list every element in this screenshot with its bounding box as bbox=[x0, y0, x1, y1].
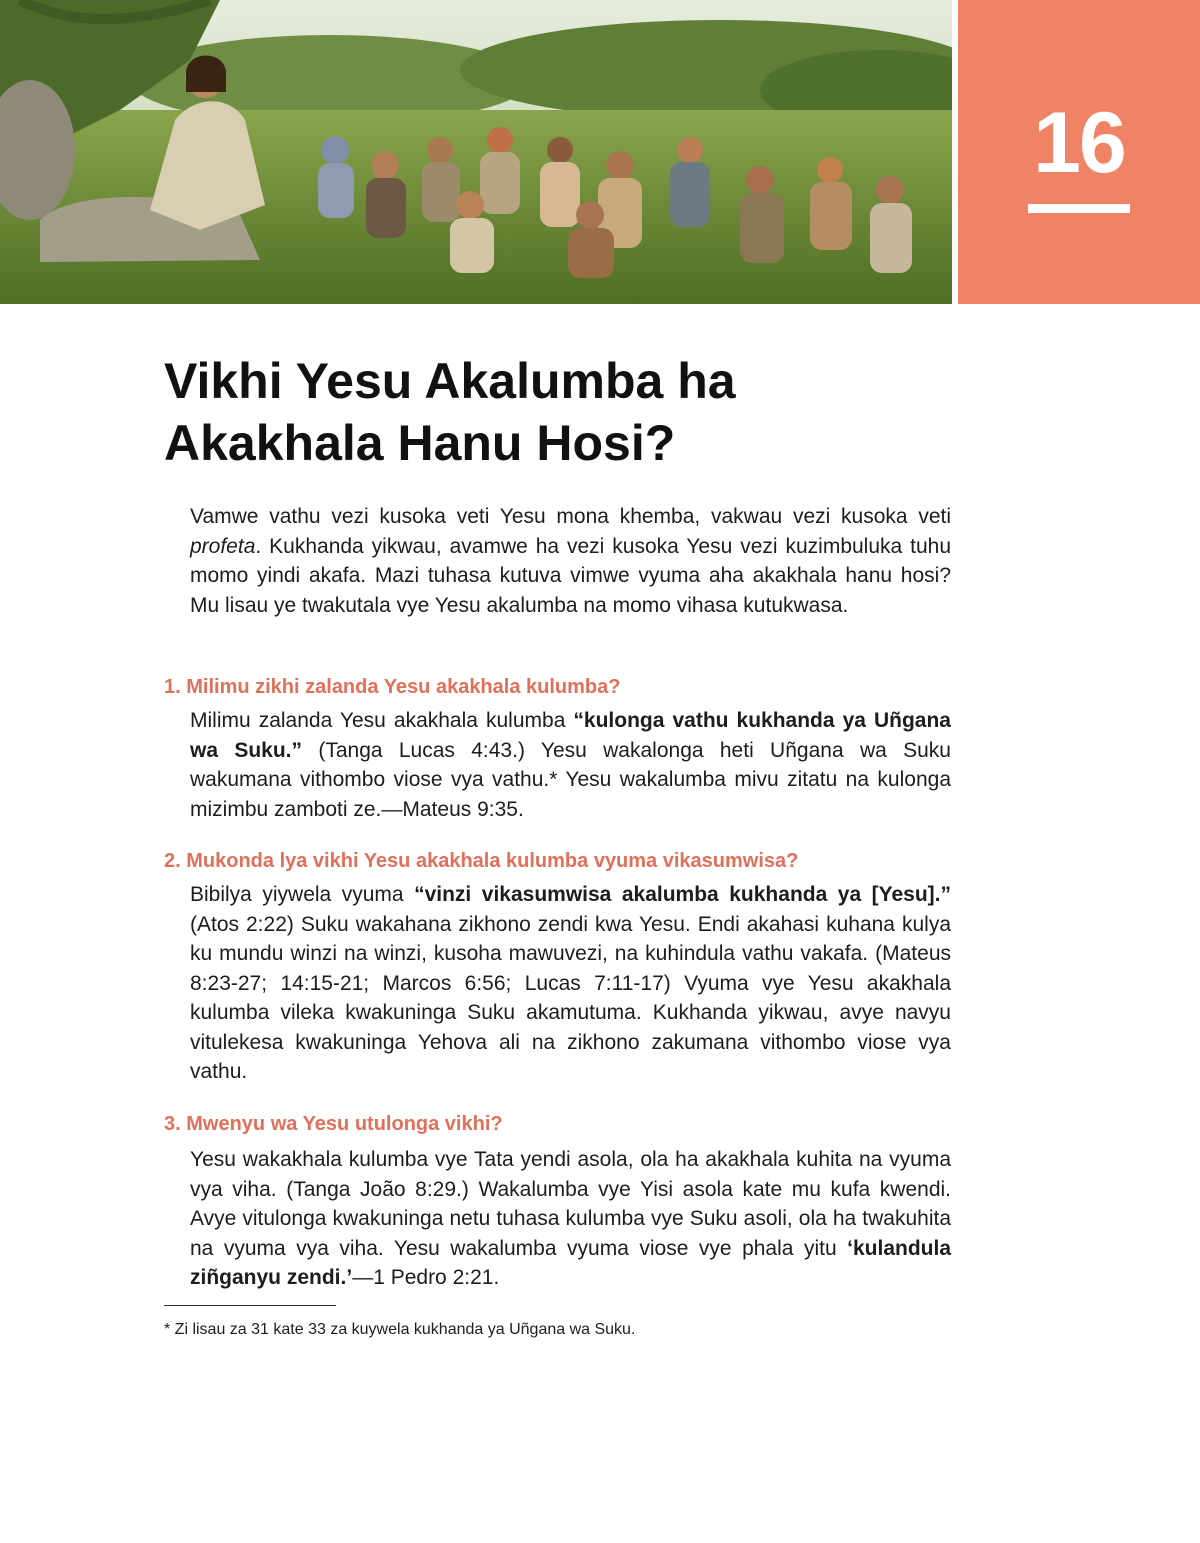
page-title bbox=[164, 350, 944, 474]
intro-italic: profeta bbox=[190, 534, 256, 558]
lesson-number: 16 bbox=[1033, 95, 1125, 191]
question-3-heading: 3. Mwenyu wa Yesu utulonga vikhi? bbox=[164, 1113, 503, 1135]
question-2-heading: 2. Mukonda lya vikhi Yesu akakhala kulumba vyuma vikasumwisa? bbox=[164, 850, 799, 872]
answer-2-paragraph bbox=[190, 880, 951, 1087]
footnote: * Zi lisau za 31 kate 33 za kuywela kukhanda ya Uñgana wa Suku. bbox=[164, 1321, 636, 1338]
answer-3-bold: ‘kulandula ziñganyu zendi.’ bbox=[190, 1236, 951, 1289]
answer-2-text-1: Bibilya yiywela vyuma bbox=[190, 883, 415, 906]
intro-paragraph bbox=[190, 502, 951, 620]
question-1-heading: 1. Milimu zikhi zalanda Yesu akakhala kulumba? bbox=[164, 676, 621, 698]
answer-1-bold: “kulonga vathu kukhanda ya Uñgana wa Suku.” bbox=[190, 709, 951, 762]
answer-1-text-1: Milimu zalanda Yesu akakhala kulumba bbox=[190, 709, 574, 732]
answer-3-text-1: Yesu wakakhala kulumba vye Tata yendi asola, ola ha akakhala kuhita na vyuma vya viha. (Tanga João 8:29.) Wakalumba vye Yisi asola kate mu kufa kwendi. Avye vitulonga kwakuninga netu tuhasa kulumba vye Suku asoli, ola ha twakuhita na vyuma vya viha. Yesu wakalumba vyuma viose vye phala yitu bbox=[190, 1148, 951, 1260]
answer-1-paragraph bbox=[190, 706, 951, 824]
answer-2-text-2: (Atos 2:22) Suku wakahana zikhono zendi kwa Yesu. Endi akahasi kuhana kulya ku mundu winzi na winzi, kusoha mawuvezi, na kuhindula vathu vakafa. (Mateus 8:23-27; 14:15-21; Marcos 6:56; Lucas 7:11-17) Vyuma vye Yesu akakhala kulumba vileka kwakuninga Suku akamutuma. Kukhanda yikwau, avye navyu vitulekesa kwakuninga Yehova ali na zikhono zakumana vithombo viose vya vathu. bbox=[190, 912, 951, 1083]
title-line-2: Akakhala Hanu Hosi? bbox=[164, 415, 676, 471]
answer-2-bold: “vinzi vikasumwisa akalumba kukhanda ya [Yesu].” bbox=[414, 883, 951, 906]
badge-underline bbox=[1028, 204, 1130, 213]
answer-1-text-2: (Tanga Lucas 4:43.) Yesu wakalonga heti Uñgana wa Suku wakumana vithombo viose vya vathu.* Yesu wakalumba mivu zitatu na kulonga mizimbu zamboti ze.—Mateus 9:35. bbox=[190, 738, 951, 821]
hero-illustration bbox=[0, 0, 952, 304]
answer-3-text-2: —1 Pedro 2:21. bbox=[352, 1266, 500, 1289]
intro-text-1: Vamwe vathu vezi kusoka veti Yesu mona khemba, vakwau vezi kusoka veti bbox=[190, 505, 951, 528]
lesson-number-badge bbox=[958, 0, 1200, 304]
answer-3-paragraph bbox=[190, 1145, 951, 1293]
footnote-divider bbox=[164, 1305, 336, 1306]
intro-text-2: . Kukhanda yikwau, avamwe ha vezi kusoka Yesu vezi kuzimbuluka tuhu momo yindi akafa. Mazi tuhasa kutuva vimwe vyuma aha akakhala hanu hosi? Mu lisau ye twakutala vye Yesu akalumba na momo vihasa kutukwasa. bbox=[190, 534, 951, 617]
sermon-scene-graphic bbox=[0, 0, 952, 304]
title-line-1: Vikhi Yesu Akalumba ha bbox=[164, 353, 736, 409]
